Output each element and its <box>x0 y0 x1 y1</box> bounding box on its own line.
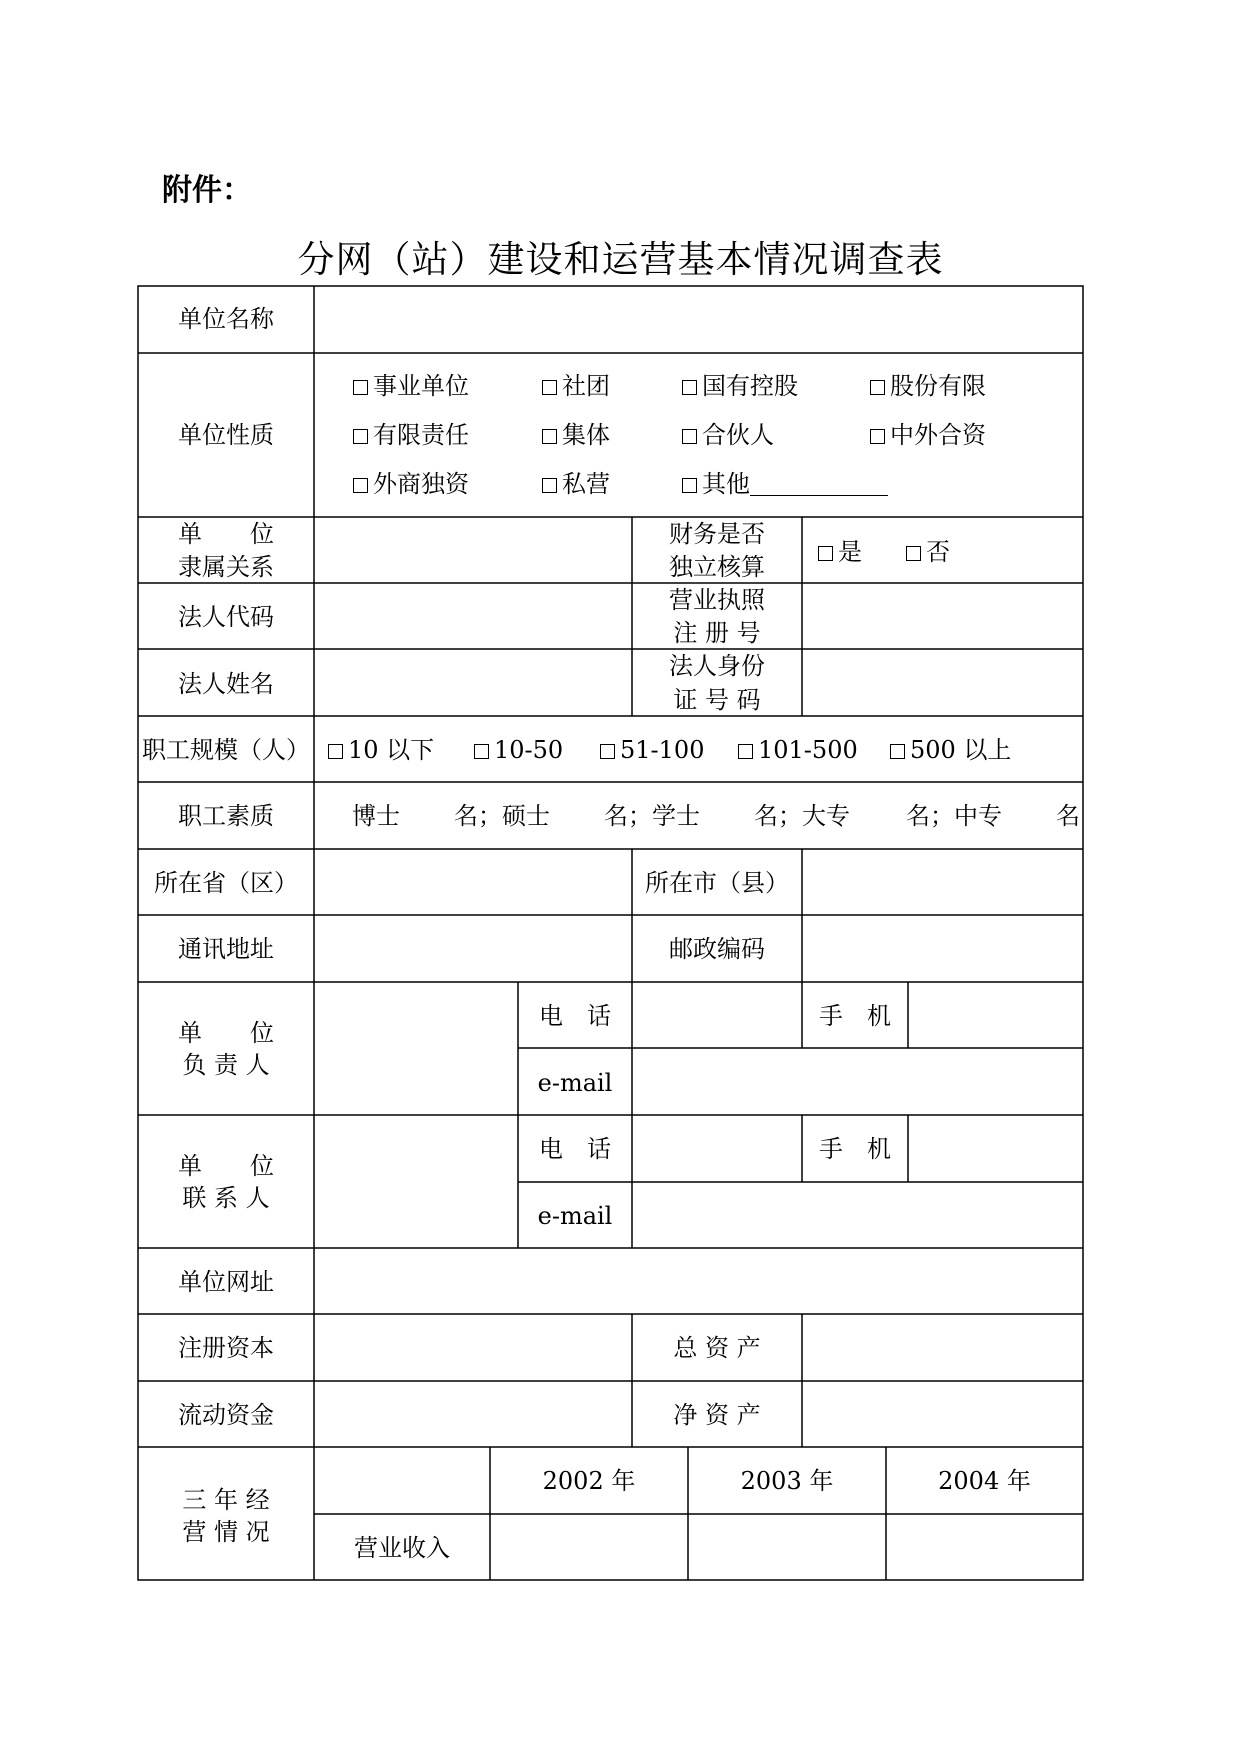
contact-mobile-field[interactable] <box>910 1117 1081 1180</box>
nature-option-association[interactable]: 社团 <box>542 374 610 398</box>
staff-size-option-101-500[interactable]: 101-500 <box>738 738 858 762</box>
checkbox-icon <box>682 478 697 493</box>
nature-option-private[interactable]: 私营 <box>542 472 610 496</box>
checkbox-icon <box>682 429 697 444</box>
staff-size-option-51-100[interactable]: 51-100 <box>600 738 704 762</box>
contact-label-2: 联 系 人 <box>182 1184 270 1212</box>
checkbox-icon <box>474 744 489 759</box>
checkbox-icon <box>542 380 557 395</box>
quality-master-label: 名；硕士 <box>454 802 550 830</box>
quality-college-label: 名；大专 <box>754 802 850 830</box>
finance-option-yes[interactable]: 是 <box>818 540 862 564</box>
checkbox-icon <box>328 744 343 759</box>
three-year-label-2: 营 情 况 <box>182 1518 270 1546</box>
attachment-label: 附件： <box>162 173 252 208</box>
contact-email-label: e-mail <box>537 1202 613 1230</box>
license-label-1: 营业执照 <box>669 586 765 614</box>
working-capital-label: 流动资金 <box>178 1401 274 1429</box>
legal-name-label: 法人姓名 <box>178 670 274 698</box>
legal-code-label: 法人代码 <box>178 603 274 631</box>
affiliation-label-2: 隶属关系 <box>178 553 274 581</box>
quality-phd-label: 博士 <box>352 802 400 830</box>
total-assets-label: 总 资 产 <box>673 1334 761 1362</box>
staff-size-option-10-50[interactable]: 10-50 <box>474 738 563 762</box>
finance-label-2: 独立核算 <box>669 553 765 581</box>
postcode-label: 邮政编码 <box>669 935 765 963</box>
net-assets-label: 净 资 产 <box>673 1401 761 1429</box>
legal-code-field[interactable] <box>316 585 630 647</box>
checkbox-icon <box>542 429 557 444</box>
checkbox-icon <box>738 744 753 759</box>
quality-end-label: 名 <box>1056 802 1080 830</box>
contact-email-field[interactable] <box>634 1184 1081 1246</box>
checkbox-icon <box>542 478 557 493</box>
nature-option-joint-stock[interactable]: 股份有限 <box>870 374 986 398</box>
city-field[interactable] <box>804 851 1081 913</box>
checkbox-icon <box>818 546 833 561</box>
unit-name-label: 单位名称 <box>178 305 274 333</box>
finance-label-1: 财务是否 <box>669 520 765 548</box>
finance-option-no[interactable]: 否 <box>906 540 950 564</box>
revenue-label: 营业收入 <box>354 1534 450 1562</box>
contact-phone-label: 电 话 <box>539 1135 611 1163</box>
affiliation-label-1: 单 位 <box>178 520 274 548</box>
postcode-field[interactable] <box>804 917 1081 980</box>
checkbox-icon <box>682 380 697 395</box>
quality-bachelor-label: 名；学士 <box>604 802 700 830</box>
reg-capital-field[interactable] <box>316 1316 630 1379</box>
nature-option-collective[interactable]: 集体 <box>542 423 610 447</box>
leader-label-2: 负 责 人 <box>182 1051 270 1079</box>
legal-id-label-1: 法人身份 <box>669 652 765 680</box>
year-2004-header: 2004 年 <box>938 1467 1031 1495</box>
reg-capital-label: 注册资本 <box>178 1334 274 1362</box>
other-blank-line[interactable] <box>750 475 888 496</box>
checkbox-icon <box>870 380 885 395</box>
net-assets-field[interactable] <box>804 1383 1081 1445</box>
leader-mobile-field[interactable] <box>910 984 1081 1046</box>
leader-email-label: e-mail <box>537 1069 613 1097</box>
license-label-2: 注 册 号 <box>673 619 761 647</box>
staff-quality-label: 职工素质 <box>178 802 274 830</box>
address-label: 通讯地址 <box>178 935 274 963</box>
contact-name-field[interactable] <box>316 1117 516 1246</box>
affiliation-field[interactable] <box>316 519 630 581</box>
leader-label-1: 单 位 <box>178 1019 274 1047</box>
leader-phone-label: 电 话 <box>539 1002 611 1030</box>
address-field[interactable] <box>316 917 630 980</box>
license-number-field[interactable] <box>804 585 1081 647</box>
staff-size-label: 职工规模（人） <box>142 736 310 764</box>
legal-id-label-2: 证 号 码 <box>673 686 761 714</box>
year-2002-header: 2002 年 <box>542 1467 636 1495</box>
nature-option-state-holding[interactable]: 国有控股 <box>682 374 798 398</box>
checkbox-icon <box>353 380 368 395</box>
staff-size-option-over-500[interactable]: 500 以上 <box>890 738 1011 762</box>
contact-label-1: 单 位 <box>178 1152 274 1180</box>
city-label: 所在市（县） <box>645 869 789 897</box>
contact-phone-field[interactable] <box>634 1117 800 1180</box>
year-2003-header: 2003 年 <box>740 1467 834 1495</box>
nature-option-sino-foreign[interactable]: 中外合资 <box>870 423 986 447</box>
leader-email-field[interactable] <box>634 1050 1081 1113</box>
checkbox-icon <box>600 744 615 759</box>
province-label: 所在省（区） <box>154 869 298 897</box>
province-field[interactable] <box>316 851 630 913</box>
legal-name-field[interactable] <box>316 651 630 714</box>
revenue-2002-field[interactable] <box>492 1516 686 1578</box>
unit-name-field[interactable] <box>316 288 1081 351</box>
nature-option-limited-liability[interactable]: 有限责任 <box>353 423 469 447</box>
three-year-label-1: 三 年 经 <box>182 1486 270 1514</box>
unit-nature-label: 单位性质 <box>178 421 274 449</box>
website-label: 单位网址 <box>178 1268 274 1296</box>
contact-mobile-label: 手 机 <box>819 1135 891 1163</box>
nature-option-other[interactable]: 其他 <box>682 472 888 496</box>
page-title: 分网（站）建设和运营基本情况调查表 <box>297 238 944 281</box>
staff-size-option-under-10[interactable]: 10 以下 <box>328 738 434 762</box>
leader-mobile-label: 手 机 <box>819 1002 891 1030</box>
revenue-2004-field[interactable] <box>888 1516 1081 1578</box>
leader-phone-field[interactable] <box>634 984 800 1046</box>
nature-option-partnership[interactable]: 合伙人 <box>682 423 774 447</box>
nature-option-public-institution[interactable]: 事业单位 <box>353 374 469 398</box>
checkbox-icon <box>353 429 368 444</box>
nature-option-foreign-owned[interactable]: 外商独资 <box>353 472 469 496</box>
leader-name-field[interactable] <box>316 984 516 1113</box>
checkbox-icon <box>906 546 921 561</box>
quality-vocational-label: 名；中专 <box>906 802 1002 830</box>
legal-id-field[interactable] <box>804 651 1081 714</box>
working-capital-field[interactable] <box>316 1383 630 1445</box>
checkbox-icon <box>890 744 905 759</box>
website-field[interactable] <box>316 1250 1081 1312</box>
total-assets-field[interactable] <box>804 1316 1081 1379</box>
revenue-2003-field[interactable] <box>690 1516 884 1578</box>
checkbox-icon <box>353 478 368 493</box>
checkbox-icon <box>870 429 885 444</box>
